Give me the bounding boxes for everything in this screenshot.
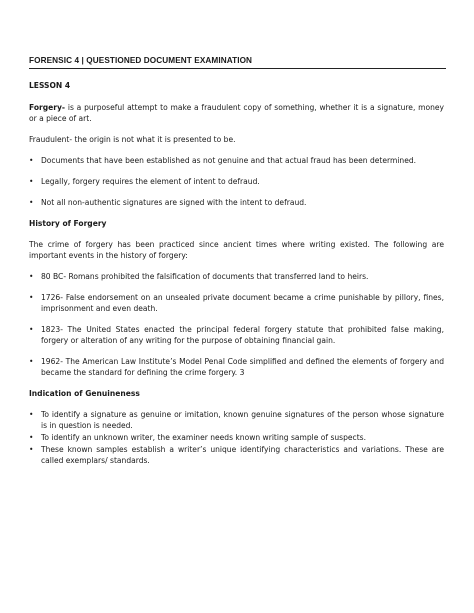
list-item: • 1962- The American Law Institute’s Model Penal Code simplified and defined the elements of forgery and became the standard for defining the crime forgery. 3 [29,356,444,378]
forgery-points-list [29,155,444,208]
list-item: • Documents that have been established as not genuine and that actual fraud has been determined. [29,155,444,166]
lesson-title: LESSON 4 [29,81,71,90]
history-intro: The crime of forgery has been practiced since ancient times where writing existed. The following are important events in the history of forgery: [29,240,444,260]
document-header: FORENSIC 4 | QUESTIONED DOCUMENT EXAMINATION [29,56,446,69]
list-item: • To identify a signature as genuine or imitation, known genuine signatures of the person whose signature is in question is needed. [29,409,444,431]
genuineness-list [29,409,444,466]
list-item: • To identify an unknown writer, the examiner needs known writing sample of suspects. [29,432,444,443]
list-item: • 80 BC- Romans prohibited the falsification of documents that transferred land to heirs. [29,271,444,282]
list-item: • 1823- The United States enacted the principal federal forgery statute that prohibited false making, forgery or alteration of any writing for the purpose of obtaining financial gain. [29,324,444,346]
list-item: • 1726- False endorsement on an unsealed private document became a crime punishable by pillory, fines, imprisonment and even death. [29,292,444,314]
fraudulent-definition: Fraudulent- the origin is not what it is presented to be. [29,135,236,144]
history-events-list [29,271,444,378]
document-body [29,80,444,467]
list-item: • Legally, forgery requires the element of intent to defraud. [29,176,444,187]
history-heading: History of Forgery [29,219,107,228]
genuineness-heading: Indication of Genuineness [29,389,140,398]
forgery-definition [29,102,444,124]
forgery-definition-text: is a purposeful attempt to make a fraudulent copy of something, whether it is a signature, money or a piece of art. [29,103,444,123]
list-item: • Not all non-authentic signatures are signed with the intent to defraud. [29,197,444,208]
list-item: • These known samples establish a writer’s unique identifying characteristics and variations. These are called exemplars/ standards. [29,444,444,466]
forgery-term: Forgery- [29,103,66,112]
